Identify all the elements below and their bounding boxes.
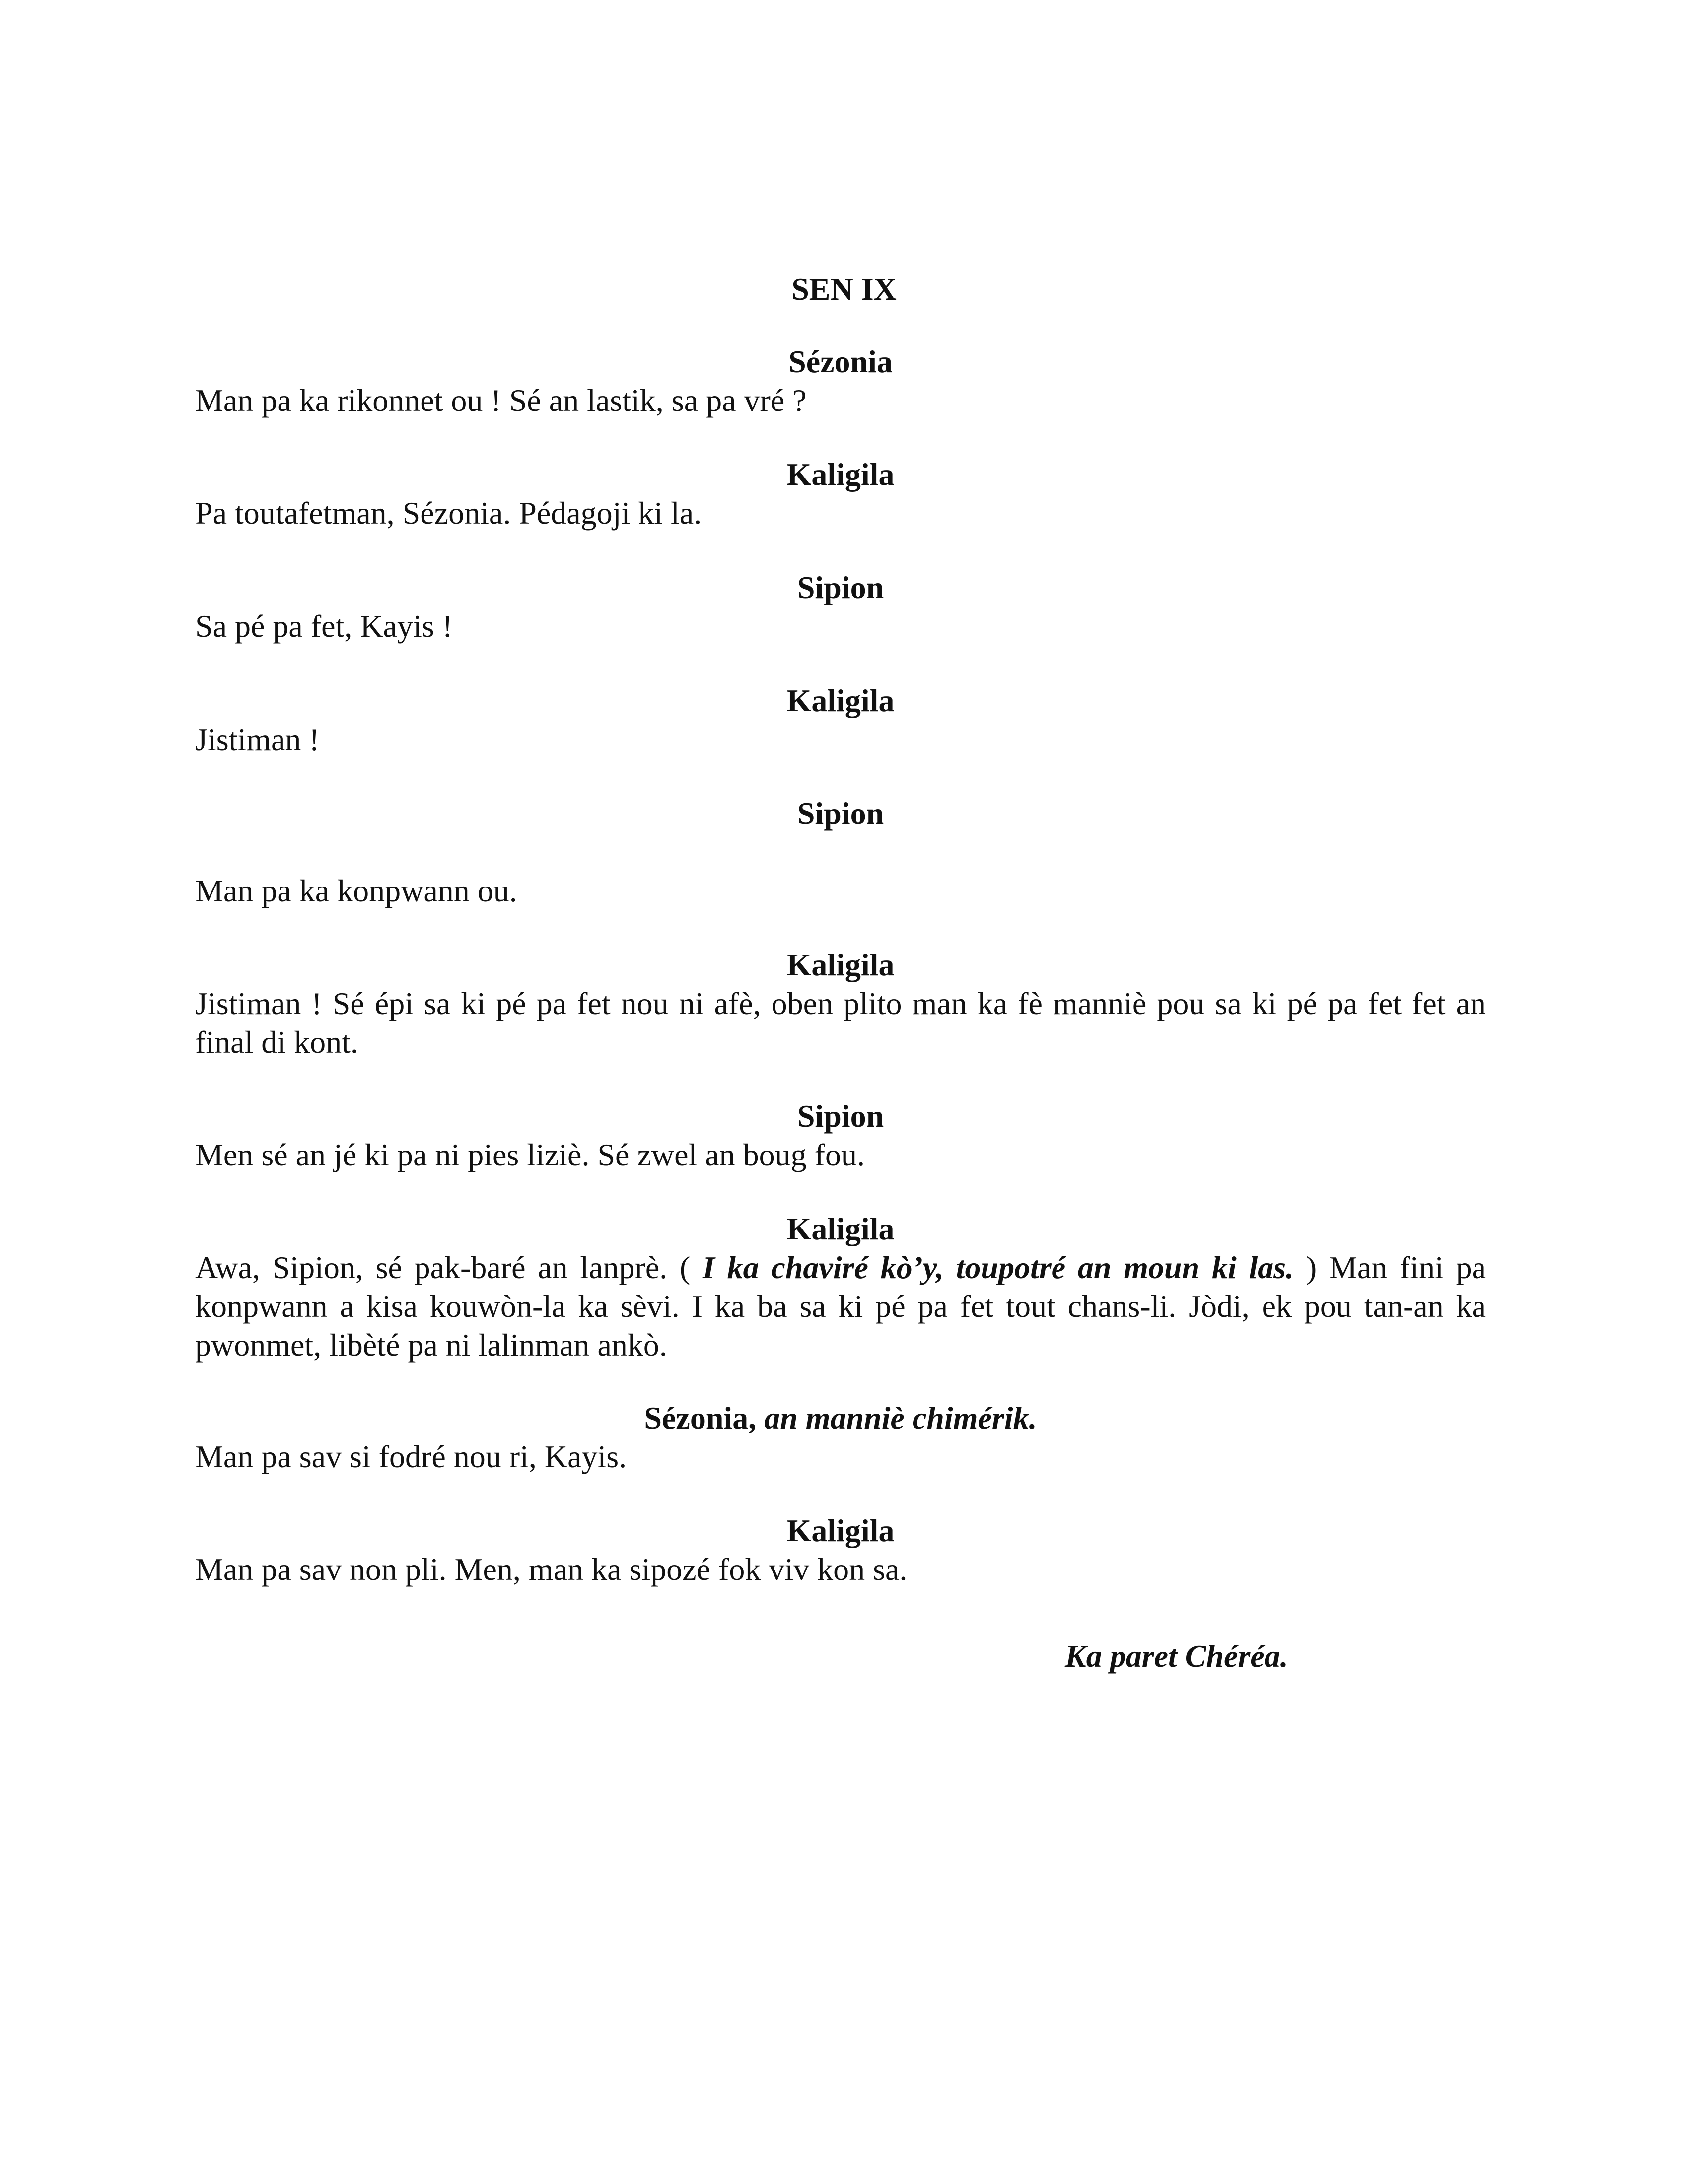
- speaker-name: Kaligila: [786, 1513, 895, 1548]
- dialogue-block: [195, 682, 1486, 759]
- speaker-name: [195, 1399, 1486, 1437]
- speech-text: Jistiman !: [195, 722, 320, 757]
- dialogue-block: [195, 1097, 1486, 1174]
- dialogue-block: [195, 946, 1486, 1062]
- speaker-name: Kaligila: [786, 947, 895, 982]
- speech-text-part: Awa, Sipion, sé pak-baré an lanprè. (: [195, 1250, 703, 1285]
- closing-stage-direction: Ka paret Chéréa.: [1065, 1638, 1288, 1674]
- speech-text: Man pa ka rikonnet ou ! Sé an lastik, sa pa vré ?: [195, 383, 807, 418]
- speaker-name-text: Sézonia,: [644, 1400, 757, 1435]
- scene-title: SEN IX: [791, 272, 897, 307]
- speaker-name: Sézonia: [788, 344, 893, 379]
- speaker-qualifier: an manniè chimérik.: [764, 1400, 1037, 1435]
- inline-stage-direction: I ka chaviré kò’y, toupotré an moun ki las.: [703, 1250, 1294, 1285]
- speaker-name: Sipion: [797, 796, 884, 831]
- speaker-name: Kaligila: [786, 457, 895, 492]
- dialogue-block: [195, 1399, 1486, 1476]
- dialogue-block: [195, 1210, 1486, 1365]
- speech-text: Pa toutafetman, Sézonia. Pédagoji ki la.: [195, 495, 702, 531]
- speaker-name: Sipion: [797, 1098, 884, 1134]
- dialogue-block: [195, 1511, 1486, 1589]
- dialogue-block: [195, 455, 1486, 533]
- speaker-name: Sipion: [797, 570, 884, 605]
- speech-text: Man pa sav non pli. Men, man ka sipozé fok viv kon sa.: [195, 1552, 908, 1587]
- speech-text: Jistiman ! Sé épi sa ki pé pa fet nou ni afè, oben plito man ka fè manniè pou sa ki pé pa fet fet an final di kont.: [195, 986, 1486, 1060]
- speech-text-part: ) Man fini pa konpwann a kisa kouwòn-la ka sèvi. I ka ba sa ki pé pa fet tout chans-li. Jòdi, ek pou tan-an ka pwonmet, libèté pa ni lalinman ankò.: [195, 1250, 1486, 1363]
- speech-text: Man pa ka konpwann ou.: [195, 873, 517, 908]
- dialogue-block: [195, 794, 1486, 910]
- speaker-name: Kaligila: [786, 1211, 895, 1246]
- speech-text: [195, 1248, 1486, 1365]
- speaker-name: Kaligila: [786, 683, 895, 718]
- speech-text: Men sé an jé ki pa ni pies liziè. Sé zwel an boug fou.: [195, 1137, 865, 1172]
- dialogue-block: [195, 342, 1486, 420]
- speech-text: Sa pé pa fet, Kayis !: [195, 609, 453, 644]
- dialogue-block: [195, 568, 1486, 646]
- speech-text: Man pa sav si fodré nou ri, Kayis.: [195, 1439, 627, 1474]
